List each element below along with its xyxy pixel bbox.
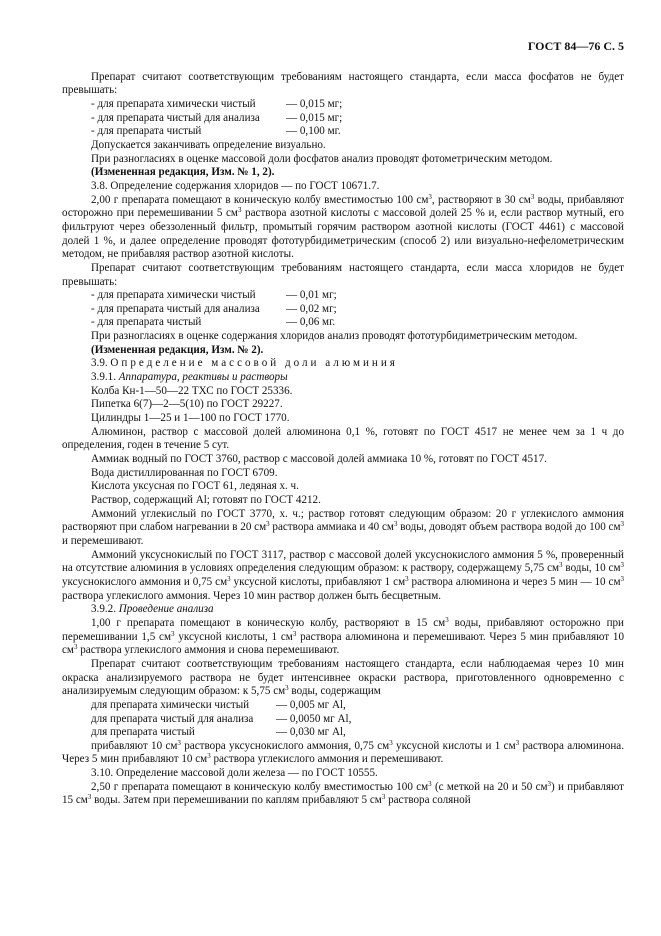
document-page [62,40,624,808]
list-item-label: - для препарата химически чистый [91,97,256,110]
limits-list [62,289,624,330]
list-item [62,112,624,126]
list-item [62,713,624,727]
reagent-item: Алюминон, раствор с массовой долей алюминона 0,1 %, готовят по ГОСТ 4517 не менее чем за 1 ч до определения, годен в течение 5 сут. [62,425,624,452]
section-heading: 3.9. Определение массовой доли алюминия [91,357,398,370]
paragraph: При разногласиях в оценке массовой доли фосфатов анализ проводят фотометрическим методом. [91,152,553,165]
paragraph: Препарат считают соответствующим требованиям настоящего стандарта, если наблюдаемая через 10 мин окраска анализируемого раствора не будет интенсивнее окраски раствора, приготовленного одновременно с анализируемым следующим образом: к 5,75 $см^3$ воды, содержащим [62,657,624,698]
list-item-value: — 0,01 мг; [286,289,337,302]
reagent-item: Кислота уксусная по ГОСТ 61, ледяная х. ч. [91,480,299,493]
edition-note: (Измененная редакция, Изм. № 2). [91,343,264,356]
list-item-label: для препарата чистый для анализа [91,712,254,725]
list-item [62,316,624,330]
list-item [62,98,624,112]
reagent-item: Цилиндры 1—25 и 1—100 по ГОСТ 1770. [91,412,290,425]
list-item-value: — 0,030 мг Al, [276,726,346,739]
reagent-item: Аммиак водный по ГОСТ 3760, раствор с массовой долей аммиака 10 %, готовят по ГОСТ 4517. [91,453,547,466]
reagent-item: Аммоний уксуснокислый по ГОСТ 3117, раствор с массовой долей уксуснокислого аммония 5 %, проверенный на отсутствие алюминия в условиях определения следующим образом: к раствору, содержащему 5,75 $см^3$ воды, 10 $см^3$ уксуснокислого аммония и 0,75 $см^3$ уксусной кислоты, прибавляют 1 $см^3$ раствора алюминона и через 5 мин — 10 $см^3$ раствора углекислого аммония. Через 10 мин раствор должен быть бесцветным. [62,548,624,602]
list-item-label: - для препарата чистый [91,125,202,138]
reagent-item: Колба Кн-1—50—22 ТХС по ГОСТ 25336. [91,384,293,397]
reagent-item: Пипетка 6(7)—2—5(10) по ГОСТ 29227. [91,398,283,411]
paragraph: При разногласиях в оценке содержания хлоридов анализ проводят фототурбидиметрическим методом. [91,330,578,343]
paragraph: Допускается заканчивать определение визуально. [91,138,326,151]
reagent-item: Вода дистиллированная по ГОСТ 6709. [91,466,278,479]
section-heading: 3.10. Определение массовой доли железа — по ГОСТ 10555. [91,767,378,780]
list-item-label: - для препарата химически чистый [91,289,256,302]
list-item-value: — 0,06 мг. [286,316,336,329]
paragraph: 2,00 г препарата помещают в коническую колбу вместимостью 100 $см^3$, растворяют в 30 $см^3$ воды, прибавляют осторожно при перемешивании 5 $см^3$ раствора азотной кислоты с массовой долей 25 % и, если раствор мутный, его фильтруют через обеззоленный фильтр, промытый горячим раствором азотной кислоты (ГОСТ 4461) с массовой долей 1 %, и далее определение проводят фототурбидиметрическим (способ 2) или визуально-нефелометрическим методом, не прибавляя раствор азотной кислоты. [62,192,624,261]
list-item [62,125,624,139]
page-header: ГОСТ 84—76 С. 5 [527,39,624,53]
edition-note: (Измененная редакция, Изм. № 1, 2). [91,166,275,179]
reagent-item: Аммоний углекислый по ГОСТ 3770, х. ч.; раствор готовят следующим образом: 20 г углекислого аммония растворяют при слабом нагревании в 20 $см^3$ раствора аммиака и 40 $см^3$ воды, доводят объем раствора водой до 100 $см^3$ и перемешивают. [62,507,624,547]
list-item-value: — 0,015 мг; [286,97,343,110]
section-heading: 3.8. Определение содержания хлоридов — по ГОСТ 10671.7. [91,179,380,192]
list-item [62,289,624,303]
list-item [62,699,624,713]
list-item-value: — 0,100 мг. [286,125,341,138]
paragraph: 2,50 г препарата помещают в коническую колбу вместимостью 100 $см^3$ (с меткой на 20 и 50 $см^3$) и прибавляют 15 $см^3$ воды. Затем при перемешивании по каплям прибавляют 5 $см^3$ раствора соляной [62,779,624,807]
limits-list [62,699,624,740]
paragraph: прибавляют 10 $см^3$ раствора уксуснокислого аммония, 0,75 $см^3$ уксусной кислоты и 1 $см^3$ раствора алюминона. Через 5 мин прибавляют 10 $см^3$ раствора углекислого аммония и перемешивают. [62,738,624,766]
reagent-item: Раствор, содержащий Al; готовят по ГОСТ 4212. [91,494,321,506]
list-item-label: для препарата химически чистый [91,698,250,711]
list-item [62,303,624,317]
paragraph: Препарат считают соответствующим требованиям настоящего стандарта, если масса хлоридов не будет превышать: [62,261,624,288]
list-item-label: - для препарата чистый [91,316,202,329]
paragraph: 1,00 г препарата помещают в коническую колбу, растворяют в 15 $см^3$ воды, прибавляют осторожно при перемешивании 1,5 $см^3$ уксусной кислоты, 1 $см^3$ раствора алюминона и перемешивают. Через 5 мин прибавляют 10 $см^3$ раствора углекислого аммония и снова перемешивают. [62,615,624,657]
list-item-value: — 0,005 мг Al, [276,698,346,711]
list-item-label: - для препарата чистый для анализа [91,111,260,124]
list-item-value: — 0,0050 мг Al, [276,712,352,725]
subsection-heading: 3.9.1. Аппаратура, реактивы и растворы [91,371,288,384]
list-item-label: для препарата чистый [91,726,195,739]
limits-list [62,98,624,139]
list-item [62,726,624,740]
list-item-label: - для препарата чистый для анализа [91,302,260,315]
subsection-heading: 3.9.2. Проведение анализа [91,603,214,616]
list-item-value: — 0,02 мг; [286,302,337,315]
paragraph: Препарат считают соответствующим требованиям настоящего стандарта, если масса фосфатов не будет превышать: [62,70,624,97]
list-item-value: — 0,015 мг; [286,111,343,124]
